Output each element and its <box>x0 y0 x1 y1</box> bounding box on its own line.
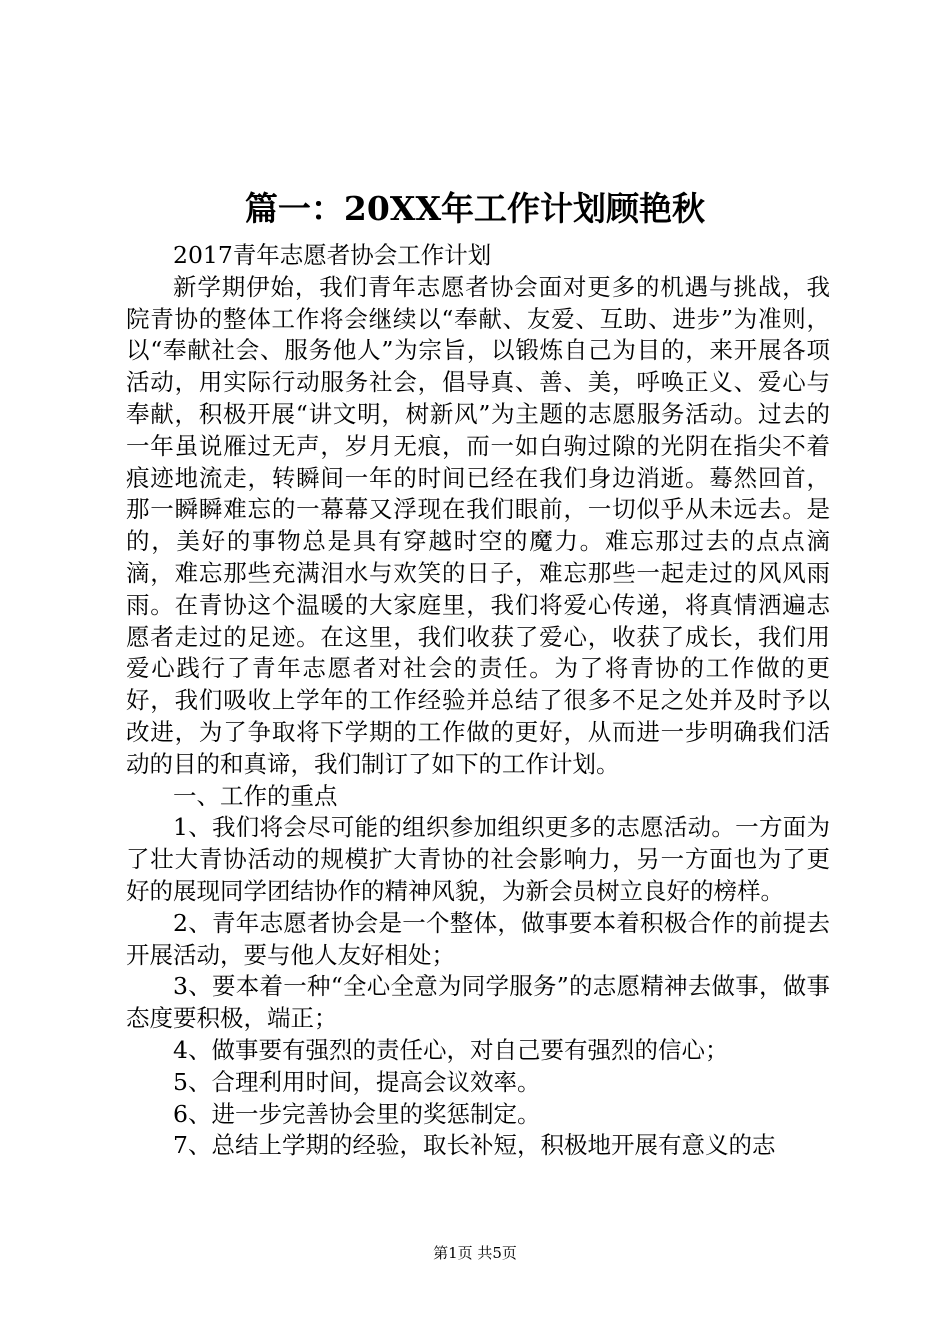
section-heading: 一、工作的重点 <box>173 781 338 810</box>
list-item: 6、进一步完善协会里的奖惩制定。 <box>173 1099 541 1128</box>
document-title: 篇一：20XX年工作计划顾艳秋 <box>244 189 706 228</box>
intro-paragraph: 新学期伊始，我们青年志愿者协会面对更多的机遇与挑战，我院青协的整体工作将会继续以“奉献、友爱、互助、进步”为准则，以“奉献社会、服务他人”为宗旨，以锻炼自己为目的，来开展各项活动，用实际行动服务社会，倡导真、善、美，呼唤正义、爱心与奉献，积极开展“讲文明，树新风”为主题的志愿服务活动。过去的一年虽说雁过无声，岁月无痕，而一如白驹过隙的光阴在指尖不着痕迹地流走，转瞬间一年的时间已经在我们身边消逝。蓦然回首，那一瞬瞬难忘的一幕幕又浮现在我们眼前，一切似乎从未远去。是的，美好的事物总是具有穿越时空的魔力。难忘那过去的点点滴滴，难忘那些充满泪水与欢笑的日子，难忘那些一起走过的风风雨雨。在青协这个温暖的大家庭里，我们将爱心传递，将真情洒遍志愿者走过的足迹。在这里，我们收获了爱心，收获了成长，我们用爱心践行了青年志愿者对社会的责任。为了将青协的工作做的更好，我们吸收上学年的工作经验并总结了很多不足之处并及时予以改进，为了争取将下学期的工作做的更好，从而进一步明确我们活动的目的和真谛，我们制订了如下的工作计划。 <box>126 272 830 778</box>
list-item: 2、青年志愿者协会是一个整体，做事要本着积极合作的前提去开展活动，要与他人友好相处； <box>126 908 830 969</box>
document-body <box>126 240 830 1162</box>
list-item: 1、我们将会尽可能的组织参加组织更多的志愿活动。一方面为了壮大青协活动的规模扩大青协的社会影响力，另一方面也为了更好的展现同学团结协作的精神风貌，为新会员树立良好的榜样。 <box>126 813 830 905</box>
list-item: 7、总结上学期的经验，取长补短，积极地开展有意义的志 <box>173 1131 776 1160</box>
list-item: 3、要本着一种“全心全意为同学服务”的志愿精神去做事，做事态度要积极，端正； <box>126 972 830 1033</box>
subtitle-paragraph: 2017青年志愿者协会工作计划 <box>173 241 492 269</box>
list-item: 4、做事要有强烈的责任心，对自己要有强烈的信心； <box>173 1035 729 1064</box>
page-number-footer: 第1页 共5页 <box>433 1244 517 1262</box>
list-item: 5、合理利用时间，提高会议效率。 <box>173 1067 541 1096</box>
